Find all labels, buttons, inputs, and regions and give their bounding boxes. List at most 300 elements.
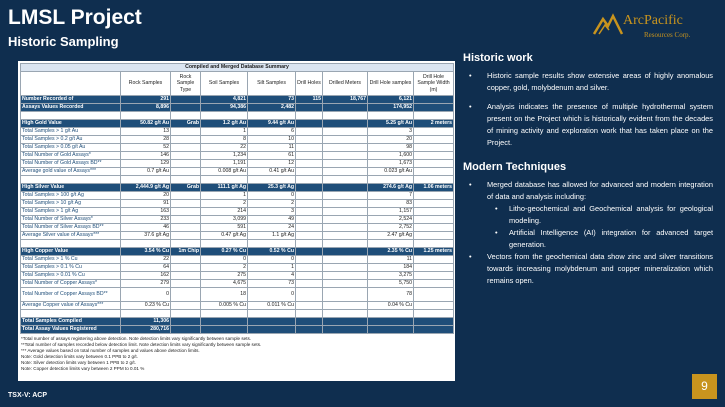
table-cell: [296, 144, 323, 152]
table-cell: [323, 200, 368, 208]
row-label: Total Samples > 1 g/t Ag: [21, 208, 121, 216]
table-cell: [201, 176, 248, 184]
table-cell: [368, 310, 414, 318]
table-cell: [248, 240, 296, 248]
column-header: Drill Hole samples: [368, 72, 414, 96]
table-cell: 98: [368, 144, 414, 152]
table-row: [21, 152, 454, 160]
table-cell: [296, 280, 323, 288]
table-cell: [121, 240, 171, 248]
table-cell: 2: [248, 200, 296, 208]
table-cell: 9.44 g/t Au: [248, 120, 296, 128]
table-cell: 11: [368, 256, 414, 264]
table-cell: 1,157: [368, 208, 414, 216]
table-cell: [248, 326, 296, 334]
table-row: [21, 128, 454, 136]
table-spacer-row: [21, 310, 454, 318]
table-cell: 22: [201, 144, 248, 152]
table-cell: [414, 288, 454, 302]
table-cell: 73: [248, 96, 296, 104]
table-cell: 0.008 g/t Au: [201, 168, 248, 176]
table-cell: 163: [121, 208, 171, 216]
modern-techniques-list: [463, 179, 713, 203]
table-row: [21, 168, 454, 176]
table-cell: [368, 326, 414, 334]
table-cell: 94,386: [201, 104, 248, 112]
table-row: [21, 302, 454, 310]
table-cell: 0.27 % Cu: [201, 248, 248, 256]
table-cell: [414, 310, 454, 318]
table-cell: [414, 232, 454, 240]
table-cell: 91: [121, 200, 171, 208]
table-cell: [323, 264, 368, 272]
table-cell: 291: [121, 96, 171, 104]
table-cell: [296, 224, 323, 232]
table-cell: [121, 176, 171, 184]
table-cell: [171, 96, 201, 104]
table-cell: 279: [121, 280, 171, 288]
table-cell: 0: [248, 288, 296, 302]
table-cell: [323, 232, 368, 240]
table-cell: [171, 264, 201, 272]
table-row: [21, 232, 454, 240]
table-cell: 3,275: [368, 272, 414, 280]
table-cell: [171, 112, 201, 120]
table-cell: [296, 232, 323, 240]
table-cell: [171, 216, 201, 224]
historic-work-bullet: • Historic sample results show extensive areas of highly anomalous copper, gold, molybdenum and silver.: [463, 70, 713, 94]
table-cell: 1,234: [201, 152, 248, 160]
table-cell: [296, 128, 323, 136]
table-cell: [171, 176, 201, 184]
table-cell: [323, 136, 368, 144]
table-row: [21, 144, 454, 152]
table-cell: 0.52 % Cu: [248, 248, 296, 256]
company-logo: [592, 10, 720, 46]
table-cell: [296, 310, 323, 318]
table-cell: [414, 208, 454, 216]
row-label: [21, 310, 121, 318]
table-cell: [171, 192, 201, 200]
table-row: [21, 192, 454, 200]
table-cell: [201, 326, 248, 334]
table-cell: [296, 176, 323, 184]
table-cell: [171, 200, 201, 208]
table-cell: [201, 112, 248, 120]
table-cell: [296, 200, 323, 208]
table-cell: [323, 192, 368, 200]
table-cell: [323, 120, 368, 128]
table-cell: 52: [121, 144, 171, 152]
table-cell: [121, 310, 171, 318]
table-row: [21, 256, 454, 264]
table-cell: 0.04 % Cu: [368, 302, 414, 310]
table-cell: [323, 240, 368, 248]
table-cell: [171, 240, 201, 248]
table-cell: [171, 208, 201, 216]
row-label: Total Number of Gold Assays*: [21, 152, 121, 160]
table-cell: [171, 128, 201, 136]
table-cell: Grab: [171, 120, 201, 128]
column-header: Soil Samples: [201, 72, 248, 96]
table-cell: 1,600: [368, 152, 414, 160]
table-cell: 64: [121, 264, 171, 272]
table-cell: [414, 280, 454, 288]
table-cell: [201, 310, 248, 318]
table-cell: [296, 326, 323, 334]
table-cell: 1,191: [201, 160, 248, 168]
table-cell: [323, 310, 368, 318]
modern-techniques-title: Modern Techniques: [463, 161, 567, 173]
table-cell: 233: [121, 216, 171, 224]
table-cell: [171, 318, 201, 326]
table-cell: 20: [368, 136, 414, 144]
table-cell: [368, 176, 414, 184]
column-header: Drill Hole Sample Width (m): [414, 72, 454, 96]
table-cell: 1: [248, 264, 296, 272]
table-cell: [296, 240, 323, 248]
table-cell: [296, 112, 323, 120]
table-cell: 0.47 g/t Ag: [201, 232, 248, 240]
table-note: Note: Gold detection limits vary between 0.1 PPB to 2 g/t.: [21, 354, 138, 359]
row-label: Total Assay Values Registered: [21, 326, 121, 334]
table-row: [21, 318, 454, 326]
table-note: **Total number of samples recorded below detection limit. Note detection limits vary significantly between sample sets.: [21, 342, 262, 347]
table-cell: 0: [121, 288, 171, 302]
table-row: [21, 326, 454, 334]
logo-subtitle: Resources Corp.: [644, 31, 691, 39]
table-cell: [414, 168, 454, 176]
table-cell: [171, 232, 201, 240]
table-cell: [414, 302, 454, 310]
table-cell: 274.6 g/t Ag: [368, 184, 414, 192]
table-cell: [323, 152, 368, 160]
table-cell: 18,767: [323, 96, 368, 104]
table-cell: [296, 216, 323, 224]
table-cell: [296, 136, 323, 144]
table-cell: [323, 168, 368, 176]
table-cell: 129: [121, 160, 171, 168]
table-cell: [368, 240, 414, 248]
table-cell: [414, 240, 454, 248]
table-row: [21, 160, 454, 168]
table-cell: 2,524: [368, 216, 414, 224]
table-cell: 0.011 % Cu: [248, 302, 296, 310]
table-cell: [171, 280, 201, 288]
row-label: Number Recorded of: [21, 96, 121, 104]
slide-subtitle: Historic Sampling: [8, 34, 119, 49]
table-cell: 11,306: [121, 318, 171, 326]
table-spacer-row: [21, 240, 454, 248]
table-cell: 10: [248, 136, 296, 144]
table-cell: [171, 272, 201, 280]
table-cell: 78: [368, 288, 414, 302]
table-cell: 162: [121, 272, 171, 280]
table-cell: 8,896: [121, 104, 171, 112]
table-row: [21, 264, 454, 272]
row-label: Average gold value of Assays***: [21, 168, 121, 176]
row-label: Average Copper value of Assays***: [21, 302, 121, 310]
table-cell: [323, 318, 368, 326]
table-cell: 591: [201, 224, 248, 232]
row-label: Total Samples > 100 g/t Ag: [21, 192, 121, 200]
table-cell: 46: [121, 224, 171, 232]
table-cell: 0.23 % Cu: [121, 302, 171, 310]
table-row: [21, 120, 454, 128]
table-cell: 0: [248, 192, 296, 200]
table-cell: 214: [201, 208, 248, 216]
table-cell: [323, 128, 368, 136]
table-cell: 1.2 g/t Au: [201, 120, 248, 128]
table-cell: [414, 326, 454, 334]
table-row: [21, 208, 454, 216]
table-row: [21, 224, 454, 232]
table-cell: [368, 318, 414, 326]
table-note: Note: Silver detection limits vary between 1 PPB to 2 g/t.: [21, 360, 136, 365]
table-cell: [414, 136, 454, 144]
table-cell: 3,099: [201, 216, 248, 224]
table-cell: [201, 240, 248, 248]
table-cell: [323, 256, 368, 264]
table-cell: 115: [296, 96, 323, 104]
column-header: Silt Samples: [248, 72, 296, 96]
table-cell: [296, 272, 323, 280]
table-notes: [21, 336, 452, 372]
row-label: Total Number of Gold Assays BD**: [21, 160, 121, 168]
table-cell: 2 meters: [414, 120, 454, 128]
table-cell: [296, 152, 323, 160]
modern-sub-list: [463, 203, 713, 251]
table-cell: 1: [201, 128, 248, 136]
modern-techniques-list-2: [463, 251, 713, 287]
table-note: *** Average values based on total number of samples and values above detection limits.: [21, 348, 200, 353]
table-cell: 11: [248, 144, 296, 152]
right-column: [463, 52, 713, 287]
row-label: High Gold Value: [21, 120, 121, 128]
table-cell: [248, 318, 296, 326]
table-spacer-row: [21, 176, 454, 184]
table-cell: 1,673: [368, 160, 414, 168]
table-cell: 25.3 g/t Ag: [248, 184, 296, 192]
table-cell: [323, 224, 368, 232]
table-cell: 6: [248, 128, 296, 136]
table-cell: [414, 256, 454, 264]
table-cell: [296, 302, 323, 310]
row-label: [21, 176, 121, 184]
table-cell: [414, 264, 454, 272]
row-label: Total Number of Copper Assays*: [21, 280, 121, 288]
table-header-row: [21, 72, 454, 96]
modern-bullet: • Merged database has allowed for advanced and modern integration of data and analysis including:: [463, 179, 713, 203]
table-cell: [414, 176, 454, 184]
table-cell: [171, 288, 201, 302]
table-cell: [323, 216, 368, 224]
table-cell: [248, 176, 296, 184]
table-cell: 174,952: [368, 104, 414, 112]
modern-sub-bullet: • Artificial Intelligence (AI) integration for advanced target generation.: [463, 227, 713, 251]
column-header: Rock Sample Type: [171, 72, 201, 96]
table-cell: [323, 302, 368, 310]
table-cell: [414, 200, 454, 208]
modern-sub-bullet: • Litho-geochemical and Geochemical analysis for geological modeling.: [463, 203, 713, 227]
historic-work-list: [463, 70, 713, 149]
table-cell: [368, 112, 414, 120]
logo-mountain-icon: [592, 10, 624, 40]
table-cell: [171, 104, 201, 112]
table-cell: [296, 208, 323, 216]
table-cell: [171, 160, 201, 168]
table-cell: [121, 112, 171, 120]
table-cell: [323, 248, 368, 256]
table-row: [21, 200, 454, 208]
table-cell: 1m Chip: [171, 248, 201, 256]
table-cell: [323, 208, 368, 216]
table-caption: Compiled and Merged Database Summary: [21, 64, 454, 72]
table-cell: [171, 326, 201, 334]
table-row: [21, 184, 454, 192]
table-cell: 0: [201, 256, 248, 264]
table-spacer-row: [21, 112, 454, 120]
row-label: [21, 240, 121, 248]
row-label: Total Samples > 1 g/t Au: [21, 128, 121, 136]
table-cell: 13: [121, 128, 171, 136]
table-row: [21, 280, 454, 288]
table-cell: 1: [201, 192, 248, 200]
table-cell: 3: [248, 208, 296, 216]
table-cell: 22: [121, 256, 171, 264]
table-cell: 4,675: [201, 280, 248, 288]
table-cell: 0: [248, 256, 296, 264]
table-cell: [171, 310, 201, 318]
table-cell: [171, 168, 201, 176]
table-cell: 28: [121, 136, 171, 144]
historic-work-bullet: • Analysis indicates the presence of multiple hydrothermal system present on the Project which is historically evident from the decades of mining activity and exploration work that has taken place on the Project.: [463, 101, 713, 149]
row-label: Total Samples > 0.1 % Cu: [21, 264, 121, 272]
table-cell: 2,752: [368, 224, 414, 232]
table-cell: 3: [368, 128, 414, 136]
column-header: Drilled Meters: [323, 72, 368, 96]
table-cell: [248, 112, 296, 120]
table-cell: 1.06 meters: [414, 184, 454, 192]
table-cell: [323, 272, 368, 280]
table-row: [21, 96, 454, 104]
table-cell: 0.023 g/t Au: [368, 168, 414, 176]
table-cell: [414, 216, 454, 224]
database-summary-panel: [18, 61, 455, 381]
table-cell: 2: [201, 200, 248, 208]
logo-name: ArcPacific: [623, 13, 683, 28]
table-cell: [171, 144, 201, 152]
table-cell: 24: [248, 224, 296, 232]
table-cell: [414, 112, 454, 120]
table-cell: 5.25 g/t Au: [368, 120, 414, 128]
table-cell: 7: [368, 192, 414, 200]
table-cell: 2: [201, 264, 248, 272]
column-header: Drill Holes: [296, 72, 323, 96]
table-cell: [323, 326, 368, 334]
table-cell: 5,750: [368, 280, 414, 288]
table-cell: [414, 160, 454, 168]
row-label: Total Samples > 10 g/t Ag: [21, 200, 121, 208]
row-label: High Copper Value: [21, 248, 121, 256]
table-cell: [414, 96, 454, 104]
table-cell: [414, 144, 454, 152]
table-cell: [296, 288, 323, 302]
table-cell: 0.7 g/t Au: [121, 168, 171, 176]
row-label: Average Silver value of Assays***: [21, 232, 121, 240]
table-row: [21, 104, 454, 112]
table-cell: [296, 192, 323, 200]
table-cell: [296, 104, 323, 112]
table-cell: [323, 160, 368, 168]
table-cell: 8: [201, 136, 248, 144]
table-cell: 3.54 % Cu: [121, 248, 171, 256]
table-cell: [323, 112, 368, 120]
row-label: Total Samples > 0.05 g/t Au: [21, 144, 121, 152]
table-cell: [171, 152, 201, 160]
footer-ticker: TSX-V: ACP: [8, 392, 48, 399]
historic-work-title: Historic work: [463, 52, 533, 64]
table-cell: 20: [121, 192, 171, 200]
table-row: [21, 248, 454, 256]
row-label: Total Number of Silver Assays*: [21, 216, 121, 224]
row-label: Total Samples > 0.01 % Cu: [21, 272, 121, 280]
table-cell: 275: [201, 272, 248, 280]
table-cell: [323, 288, 368, 302]
modern-bullet: • Vectors from the geochemical data show zinc and silver transitions towards increasing molybdenum and copper mineralization which remains open.: [463, 251, 713, 287]
table-cell: [296, 264, 323, 272]
table-cell: 6,121: [368, 96, 414, 104]
table-row: [21, 216, 454, 224]
table-cell: 49: [248, 216, 296, 224]
table-cell: 2.47 g/t Ag: [368, 232, 414, 240]
table-cell: [201, 318, 248, 326]
row-label: Total Samples Compiled: [21, 318, 121, 326]
table-cell: 184: [368, 264, 414, 272]
table-cell: 4: [248, 272, 296, 280]
table-cell: 0.005 % Cu: [201, 302, 248, 310]
table-cell: 83: [368, 200, 414, 208]
table-cell: [296, 120, 323, 128]
table-cell: 61: [248, 152, 296, 160]
column-header: [21, 72, 121, 96]
page-number: 9: [692, 374, 717, 399]
table-cell: Grab: [171, 184, 201, 192]
slide-title: LMSL Project: [8, 6, 142, 29]
row-label: Total Number of Silver Assays BD**: [21, 224, 121, 232]
row-label: Total Number of Copper Assays BD**: [21, 288, 121, 302]
table-cell: [296, 256, 323, 264]
table-cell: [414, 192, 454, 200]
row-label: Assays Values Recorded: [21, 104, 121, 112]
table-cell: [323, 176, 368, 184]
table-row: [21, 288, 454, 302]
row-label: Total Samples > 1 % Cu: [21, 256, 121, 264]
table-cell: [296, 168, 323, 176]
table-cell: 18: [201, 288, 248, 302]
table-cell: [323, 184, 368, 192]
table-cell: [414, 104, 454, 112]
table-cell: [323, 104, 368, 112]
table-cell: [171, 224, 201, 232]
table-cell: [414, 318, 454, 326]
table-cell: [171, 302, 201, 310]
table-cell: 12: [248, 160, 296, 168]
table-cell: [171, 256, 201, 264]
table-row: [21, 136, 454, 144]
table-cell: 111.1 g/t Ag: [201, 184, 248, 192]
table-cell: 73: [248, 280, 296, 288]
